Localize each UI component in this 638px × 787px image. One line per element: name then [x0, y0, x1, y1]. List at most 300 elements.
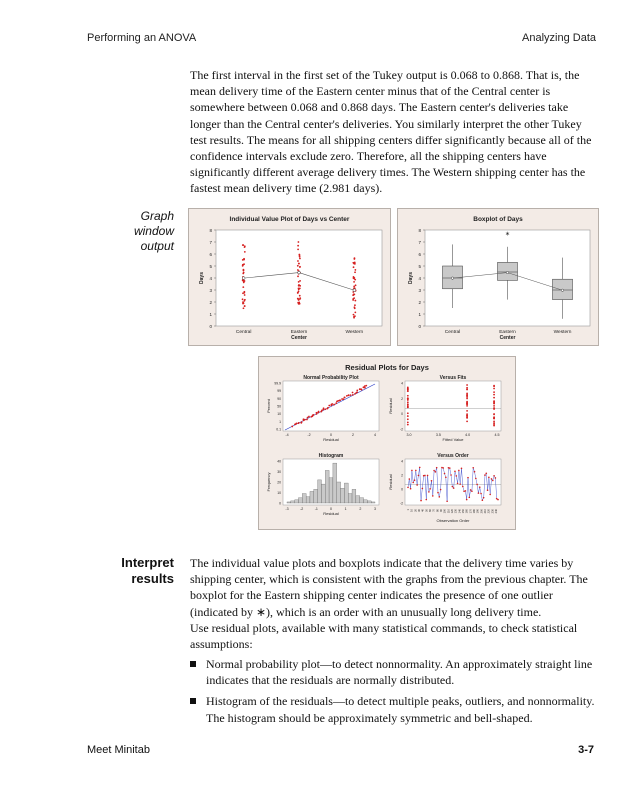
fits-data-point	[407, 415, 409, 417]
ivp-data-point	[354, 307, 356, 309]
normal-data-point	[304, 419, 306, 421]
fits-y-tick-label: -2	[399, 427, 403, 432]
histogram-bar	[337, 482, 341, 503]
order-data-point	[414, 479, 416, 481]
order-x-tick-label: 230	[491, 509, 495, 514]
order-plot-area	[405, 459, 501, 505]
ivp-y-tick-label: 7	[209, 239, 212, 245]
normal-data-point	[301, 421, 303, 423]
order-x-tick-label: 80	[436, 509, 440, 512]
order-x-tick-label: 160	[465, 509, 469, 514]
order-data-point	[445, 477, 447, 479]
order-y-axis-label: Residual	[388, 474, 393, 490]
order-data-point	[493, 475, 495, 477]
ivp-data-point	[244, 246, 246, 248]
normal-y-axis-label: Percent	[266, 399, 271, 413]
ivp-data-point	[244, 305, 246, 307]
order-data-point	[495, 477, 497, 479]
bullet-item: Histogram of the residuals—to detect multiple peaks, outliers, and nonnormality. The histogram should be approximately symmetric and bell-shaped.	[190, 693, 598, 725]
order-data-point	[450, 474, 452, 476]
fits-data-point	[407, 401, 409, 403]
order-x-tick-label: 140	[458, 509, 462, 514]
histogram-bar	[344, 483, 348, 503]
histogram-bar	[325, 470, 329, 503]
ivp-data-point	[354, 271, 356, 273]
ivp-x-tick-label: Eastern	[290, 330, 308, 335]
histogram-bar	[291, 501, 295, 503]
order-data-point	[446, 500, 448, 502]
order-data-point	[436, 467, 438, 469]
order-y-tick-label: 4	[401, 459, 403, 464]
bullet-marker	[190, 661, 196, 667]
order-data-point	[458, 470, 460, 472]
box-y-tick-label: 3	[418, 287, 421, 293]
order-data-point	[431, 480, 433, 482]
normal-data-point	[342, 398, 344, 400]
intro-paragraph: The first interval in the first set of the Tukey output is 0.068 to 0.868. That is, the mean delivery time of the Eastern center minus that of the Central center is somewhere between 0.068 and 0.868 days. The Eastern center's deliveries take longer than the Central center's deliveries. You similarly interpret the other Tukey test results. The means for all shipping centers differ significantly because all of the confidence intervals exclude zero. Therefore, all the shipping centers have significantly different average delivery times. The Western shipping center has the fastest mean delivery time (2.981 days).	[190, 68, 592, 196]
ivp-data-point	[243, 292, 245, 294]
order-x-tick-label: 20	[414, 509, 418, 512]
ivp-data-point	[297, 248, 299, 250]
fits-data-point	[493, 388, 495, 390]
ivp-data-point	[243, 259, 245, 261]
order-y-tick-label: 0	[401, 487, 403, 492]
order-x-tick-label: 200	[480, 509, 484, 514]
order-data-point	[419, 467, 421, 469]
order-data-point	[459, 483, 461, 485]
ivp-data-point	[355, 284, 357, 286]
fits-data-point	[466, 387, 468, 389]
residual-plots	[258, 356, 516, 530]
histogram-bar	[360, 498, 364, 503]
histogram-y-tick-label: 0	[279, 501, 281, 506]
box-y-tick-label: 4	[418, 275, 421, 281]
ivp-x-tick-label: Western	[345, 330, 364, 335]
ivp-y-tick-label: 6	[209, 251, 212, 257]
order-data-point	[497, 499, 499, 501]
bullet-item: Normal probability plot—to detect nonnormality. An approximately straight line indicates that the residuals are normally distributed.	[190, 656, 598, 688]
fits-data-point	[493, 397, 495, 399]
order-data-point	[442, 467, 444, 469]
order-x-tick-label: 180	[473, 509, 476, 514]
normal-data-point	[327, 407, 329, 409]
ivp-y-tick-label: 5	[209, 263, 212, 269]
histogram-bar	[352, 489, 356, 503]
box-x-axis-label: Center	[499, 335, 516, 341]
normal-title: Normal Probability Plot	[303, 375, 359, 381]
box-y-tick-label: 7	[418, 239, 421, 245]
normal-data-point	[324, 408, 326, 410]
fits-data-point	[466, 398, 468, 400]
ivp-data-point	[297, 260, 299, 262]
order-data-point	[482, 499, 484, 501]
histogram-bar	[298, 498, 302, 503]
order-data-point	[489, 494, 491, 496]
order-data-point	[415, 470, 417, 472]
box-y-tick-label: 5	[418, 263, 421, 269]
order-data-point	[475, 478, 477, 480]
order-data-point	[483, 497, 485, 499]
order-data-point	[452, 486, 454, 488]
fits-data-point	[493, 418, 495, 420]
ivp-mean-marker	[353, 289, 356, 292]
ivp-y-axis-label: Days	[199, 272, 205, 284]
ivp-data-point	[353, 258, 355, 260]
order-data-point	[409, 478, 411, 480]
order-data-point	[425, 499, 427, 501]
histogram-y-tick-label: 20	[277, 480, 281, 485]
histogram-x-tick-label: -1	[314, 507, 318, 511]
ivp-data-point	[353, 266, 355, 268]
ivp-data-point	[297, 298, 299, 300]
fits-x-tick-label: 4.0	[465, 433, 471, 437]
order-data-point	[412, 482, 414, 484]
order-data-point	[429, 488, 431, 490]
order-x-axis-label: Observation Order	[436, 518, 470, 523]
box-x-tick-label: Central	[444, 330, 461, 335]
residual-title: Residual Plots for Days	[345, 363, 429, 372]
ivp-data-point	[243, 300, 245, 302]
fits-data-point	[407, 422, 409, 424]
normal-data-point	[328, 405, 330, 407]
ivp-data-point	[298, 287, 300, 289]
fits-y-tick-label: 0	[401, 412, 403, 417]
order-data-point	[410, 488, 412, 490]
fits-x-axis-label: Fitted Value	[442, 437, 464, 442]
fits-data-point	[466, 384, 468, 386]
normal-data-point	[365, 385, 367, 387]
fits-data-point	[493, 394, 495, 396]
order-x-tick-label: 70	[432, 509, 436, 512]
order-data-point	[407, 487, 409, 489]
ivp-data-point	[297, 245, 299, 247]
histogram-x-tick-label: 1	[344, 507, 347, 511]
histogram-bar	[348, 494, 352, 503]
fits-data-point	[493, 413, 495, 415]
normal-x-tick-label: -2	[307, 433, 311, 437]
ivp-mean-marker	[298, 271, 301, 274]
histogram-bar	[371, 502, 375, 503]
order-y-tick-label: 2	[401, 473, 403, 478]
boxplot-title: Boxplot of Days	[473, 216, 523, 223]
normal-y-tick-label: 0.1	[276, 427, 281, 432]
ivp-data-point	[354, 300, 356, 302]
residual-paragraph: Use residual plots, available with many statistical commands, to check statistical assumptions:	[190, 621, 578, 652]
order-data-point	[420, 500, 422, 502]
histogram-x-tick-label: -3	[285, 507, 289, 511]
order-x-tick-label: 240	[495, 509, 498, 514]
order-data-point	[453, 487, 455, 489]
histogram-bar	[302, 494, 306, 503]
order-data-point	[440, 489, 442, 491]
order-data-point	[476, 484, 478, 486]
order-data-point	[455, 475, 457, 477]
interpret-paragraph: The individual value plots and boxplots indicate that the delivery time varies by shipping center, which is consistent with the graphs from the previous chapter. The boxplot for the Eastern shipping center indicates the presence of one outlier (indicated by ∗), which is an order with an unusually long delivery time.	[190, 556, 588, 619]
fits-data-point	[493, 385, 495, 387]
normal-data-point	[352, 392, 354, 394]
normal-x-tick-label: 4	[374, 433, 376, 437]
boxplot-svg	[398, 209, 598, 345]
footer-right: 3-7	[578, 744, 594, 756]
fits-data-point	[493, 391, 495, 393]
normal-data-point	[335, 402, 337, 404]
fits-x-tick-label: 4.5	[494, 433, 500, 437]
histogram-bar	[295, 500, 299, 503]
order-x-tick-label: 100	[443, 509, 447, 514]
normal-y-tick-label: 10	[277, 412, 281, 417]
fits-data-point	[407, 418, 409, 420]
histogram-bar	[367, 501, 371, 503]
order-data-point	[496, 498, 498, 500]
footer-left: Meet Minitab	[87, 744, 150, 756]
histogram-bar	[310, 491, 314, 503]
fits-data-point	[493, 422, 495, 424]
order-data-point	[484, 474, 486, 476]
order-x-tick-label: 90	[440, 509, 443, 512]
ivp-data-point	[354, 315, 356, 317]
histogram-bar	[364, 500, 368, 503]
fits-data-point	[493, 421, 495, 423]
fits-data-point	[466, 401, 468, 403]
ivp-data-point	[353, 276, 355, 278]
histogram-y-axis-label: Frequency	[266, 472, 271, 492]
order-x-tick-label: 130	[454, 509, 458, 514]
individual-value-plot	[188, 208, 391, 346]
ivp-y-tick-label: 4	[209, 275, 212, 281]
boxplot	[397, 208, 599, 346]
normal-y-tick-label: 90	[277, 396, 281, 401]
ivp-data-point	[352, 294, 354, 296]
box-outlier-marker: ∗	[504, 231, 511, 238]
box-y-tick-label: 1	[418, 311, 421, 317]
normal-data-point	[356, 389, 358, 391]
ivp-data-point	[298, 263, 300, 265]
normal-data-point	[323, 407, 325, 409]
normal-data-point	[291, 426, 293, 428]
order-data-point	[471, 490, 473, 492]
order-data-point	[444, 473, 446, 475]
ivp-data-point	[298, 285, 300, 287]
order-data-point	[457, 483, 459, 485]
order-title: Versus Order	[437, 453, 469, 459]
ivp-data-point	[354, 311, 356, 313]
graph-label: Graph window output	[133, 209, 174, 253]
order-x-tick-label: 150	[462, 509, 465, 514]
order-x-tick-label: 190	[476, 509, 480, 514]
normal-data-point	[313, 414, 315, 416]
order-x-tick-label: 110	[447, 509, 451, 514]
box-y-tick-label: 8	[418, 227, 421, 233]
ivp-title: Individual Value Plot of Days vs Center	[229, 216, 350, 223]
header-left: Performing an ANOVA	[87, 32, 197, 44]
normal-data-point	[348, 394, 350, 396]
histogram-y-tick-label: 10	[277, 491, 281, 495]
box-mean-marker	[561, 289, 563, 291]
normal-y-tick-label: 99.9	[274, 381, 281, 386]
box-x-tick-label: Eastern	[499, 330, 516, 335]
normal-data-point	[306, 419, 308, 421]
normal-data-point	[346, 395, 348, 397]
ivp-y-tick-label: 3	[209, 287, 212, 293]
ivp-data-point	[352, 298, 354, 300]
fits-y-tick-label: 4	[401, 381, 403, 386]
header-right: Analyzing Data	[522, 32, 596, 44]
normal-data-point	[356, 391, 358, 393]
histogram-bar	[306, 497, 310, 503]
order-x-tick-label: 60	[429, 509, 432, 512]
order-y-tick-label: -2	[399, 501, 403, 506]
order-x-tick-label: 1	[407, 509, 410, 511]
order-data-point	[492, 480, 494, 482]
normal-x-tick-label: 0	[330, 433, 332, 437]
normal-x-tick-label: 2	[352, 433, 354, 437]
fits-data-point	[407, 406, 409, 408]
fits-data-point	[493, 405, 495, 407]
ivp-x-axis-label: Center	[291, 335, 307, 341]
fits-data-point	[407, 404, 409, 406]
bullet-marker	[190, 698, 196, 704]
ivp-data-point	[299, 258, 301, 260]
normal-x-tick-label: -4	[285, 433, 289, 437]
ivp-data-point	[297, 275, 299, 277]
ivp-data-point	[243, 263, 245, 265]
order-data-point	[422, 488, 424, 490]
histogram-bar	[314, 489, 318, 503]
normal-data-point	[352, 394, 354, 396]
order-x-tick-label: 50	[425, 509, 429, 512]
ivp-data-point	[353, 314, 355, 316]
ivp-x-tick-label: Central	[235, 330, 252, 335]
ivp-data-point	[242, 273, 244, 275]
ivp-data-point	[244, 251, 246, 253]
order-data-point	[437, 492, 439, 494]
ivp-data-point	[242, 301, 244, 303]
ivp-y-tick-label: 8	[209, 227, 212, 233]
fits-data-point	[493, 400, 495, 402]
fits-x-tick-label: 3.5	[435, 433, 441, 437]
order-data-point	[469, 497, 471, 499]
order-x-tick-label: 120	[451, 509, 454, 514]
fits-data-point	[407, 395, 409, 397]
histogram-x-tick-label: 3	[374, 507, 376, 511]
order-data-point	[472, 467, 474, 469]
ivp-data-point	[243, 269, 245, 271]
ivp-data-point	[299, 266, 301, 268]
order-data-point	[432, 495, 434, 497]
histogram-y-tick-label: 30	[277, 470, 281, 474]
order-x-tick-label: 170	[469, 509, 473, 514]
fits-title: Versus Fits	[439, 375, 467, 381]
interpret-label: Interpret results	[121, 555, 174, 586]
order-data-point	[478, 492, 480, 494]
normal-data-point	[344, 397, 346, 399]
normal-data-point	[308, 416, 310, 418]
fits-data-point	[493, 408, 495, 410]
order-data-point	[465, 490, 467, 492]
histogram-bar	[318, 480, 322, 503]
histogram-x-tick-label: 0	[330, 507, 332, 511]
order-data-point	[428, 491, 430, 493]
ivp-data-point	[299, 295, 301, 297]
normal-y-tick-label: 99	[277, 389, 281, 394]
ivp-data-point	[297, 265, 299, 267]
normal-y-tick-label: 50	[277, 404, 281, 409]
order-data-point	[454, 471, 456, 473]
order-data-point	[461, 467, 463, 469]
ivp-data-point	[299, 298, 301, 300]
histogram-bar	[329, 478, 333, 503]
order-x-tick-label: 30	[418, 509, 421, 512]
normal-data-point	[318, 411, 320, 413]
order-data-point	[485, 472, 487, 474]
ivp-data-point	[353, 281, 355, 283]
histogram-bar	[356, 496, 360, 503]
ivp-mean-marker	[242, 277, 245, 280]
ivp-y-tick-label: 1	[209, 311, 212, 317]
order-data-point	[479, 486, 481, 488]
fits-data-point	[407, 388, 409, 390]
order-data-point	[470, 489, 472, 491]
order-data-point	[433, 470, 435, 472]
ivp-data-point	[299, 280, 301, 282]
fits-data-point	[466, 420, 468, 422]
ivp-data-point	[242, 298, 244, 300]
fits-data-point	[407, 399, 409, 401]
ivp-y-tick-label: 2	[209, 299, 212, 305]
fits-data-point	[466, 393, 468, 395]
box-y-tick-label: 2	[418, 299, 421, 305]
fits-plot-area	[405, 381, 501, 431]
fits-data-point	[466, 388, 468, 390]
ivp-plot-area	[216, 230, 382, 326]
box-mean-marker	[506, 271, 508, 273]
normal-x-axis-label: Residual	[323, 437, 339, 442]
normal-data-point	[350, 394, 352, 396]
fits-data-point	[407, 397, 409, 399]
ivp-data-point	[354, 269, 356, 271]
bullet-list	[190, 656, 598, 731]
fits-data-point	[466, 405, 468, 407]
ivp-svg	[189, 209, 390, 345]
histogram-bar	[287, 502, 291, 503]
ivp-data-point	[354, 304, 356, 306]
order-data-point	[439, 496, 441, 498]
ivp-data-point	[298, 254, 300, 256]
fits-y-axis-label: Residual	[388, 398, 393, 414]
ivp-data-point	[242, 244, 244, 246]
box-y-axis-label: Days	[408, 272, 414, 284]
box-mean-marker	[451, 277, 453, 279]
residual-svg	[259, 357, 515, 529]
box-y-tick-label: 6	[418, 251, 421, 257]
order-data-point	[467, 477, 469, 479]
fits-y-tick-label: 2	[401, 396, 403, 401]
normal-y-tick-label: 1	[279, 419, 281, 424]
histogram-bar	[333, 463, 337, 503]
order-x-tick-label: 10	[410, 509, 414, 512]
fits-x-tick-label: 3.0	[406, 433, 412, 437]
order-data-point	[487, 489, 489, 491]
histogram-bar	[321, 484, 325, 503]
box-y-tick-label: 0	[418, 323, 421, 329]
normal-data-point	[298, 422, 300, 424]
normal-data-point	[331, 403, 333, 405]
histogram-y-tick-label: 40	[277, 459, 281, 464]
order-data-point	[449, 467, 451, 469]
order-data-point	[480, 493, 482, 495]
fits-data-point	[466, 403, 468, 405]
normal-data-point	[333, 404, 335, 406]
